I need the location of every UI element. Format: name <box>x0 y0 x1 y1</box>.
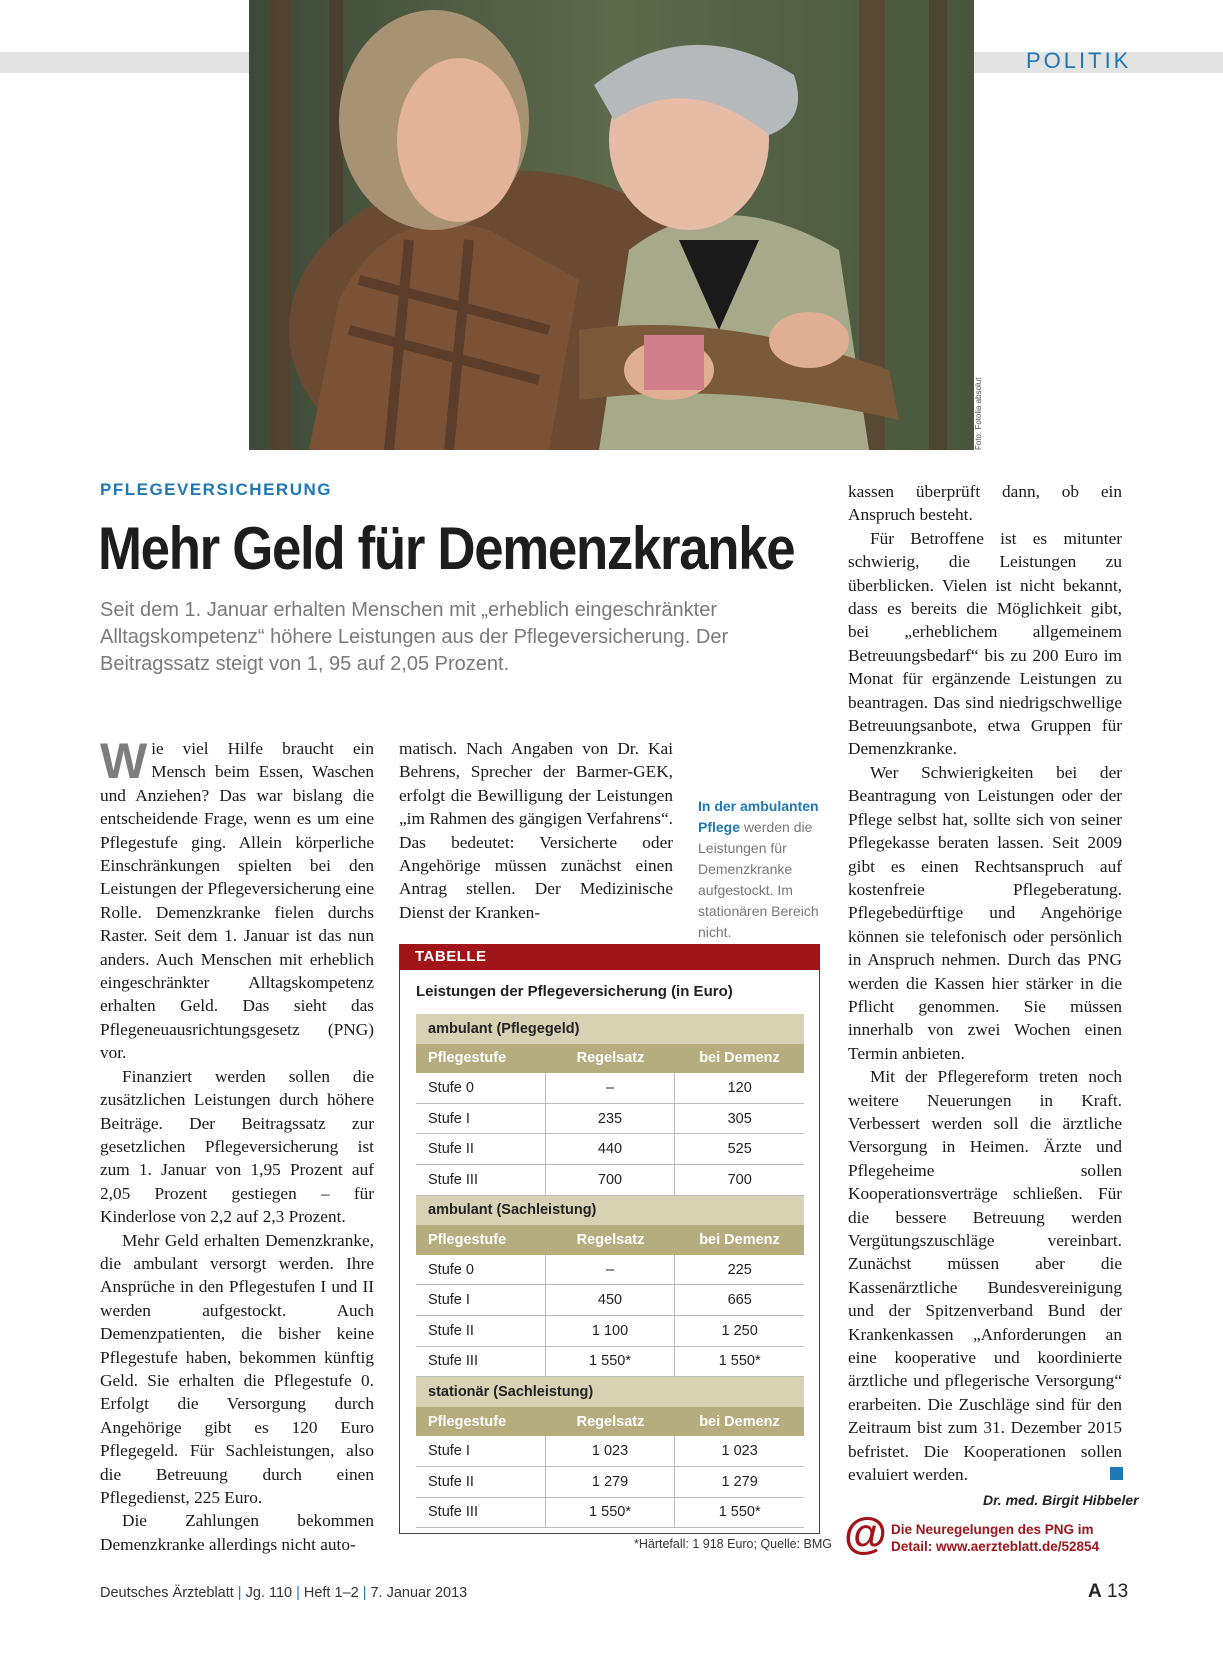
table-cell: 1 550* <box>718 1504 761 1521</box>
table-column-header-row <box>416 1407 804 1437</box>
table-column-header: Regelsatz <box>576 1050 645 1067</box>
paragraph: Finanziert werden sollen die zusätzlichen Leistungen durch höhere Beiträge. Der Beitragssatz zur gesetzlichen Pflegeversicherung ist zum 1. Januar von 1,95 Prozent auf 2,05 Prozent gestiegen – für Kinderlose von 2,2 auf 2,3 Prozent. <box>100 1066 374 1227</box>
journal-volume: Jg. 110 <box>245 1585 293 1601</box>
table-column-header-row <box>416 1225 804 1255</box>
table-cell: 525 <box>727 1141 752 1158</box>
table-section-header <box>416 1377 804 1407</box>
paragraph: matisch. Nach Angaben von Dr. Kai Behrens, Sprecher der Barmer-GEK, erfolgt die Bewilligung der Leistungen „im Rahmen des gängigen Verfahrens“. Das bedeutet: Versicherte oder Angehörige müssen zunächst einen Antrag stellen. Der Medizinische Dienst der Kranken- <box>399 739 673 922</box>
table-cell: 700 <box>727 1171 752 1188</box>
page-number <box>1088 1581 1128 1603</box>
table-cell: Stufe I <box>416 1285 546 1315</box>
table-cell: 1 550* <box>718 1353 761 1370</box>
online-reference-line-1: Die Neuregelungen des PNG im <box>891 1522 1094 1537</box>
page-footer <box>100 1585 467 1601</box>
table-cell: 450 <box>546 1285 676 1315</box>
table-section-header <box>416 1196 804 1226</box>
photo-credit-text: Foto: Fotolia absolut <box>974 377 983 450</box>
journal-name: Deutsches Ärzteblatt <box>100 1585 234 1601</box>
table-cell: 1 100 <box>546 1316 676 1346</box>
table-cell: Stufe II <box>416 1134 546 1164</box>
table-row <box>416 1436 804 1467</box>
table-cell: 665 <box>727 1292 752 1309</box>
table-section-header <box>416 1014 804 1044</box>
footer-separator: | <box>296 1585 300 1601</box>
table-row <box>416 1134 804 1165</box>
table-column-header: Pflegestufe <box>428 1231 507 1248</box>
page-prefix: A <box>1088 1581 1102 1602</box>
paragraph: Wer Schwierigkeiten bei der Beantragung von Leistungen oder der Pflege selbst hat, sollte sich von seiner Pflegekasse beraten lassen. Seit 2009 gibt es einen Rechtsanspruch auf kostenfreie Pflegeberatung. Pflegebedürftige und Angehörige können sie telefonisch oder persönlich in Anspruch nehmen. Durch das PNG werden die Kassen hier stärker in die Pflicht genommen. Sie müssen innerhalb von zwei Wochen einen Termin anbieten. <box>848 762 1122 1063</box>
table-cell: Stufe I <box>416 1436 546 1466</box>
table-title: Leistungen der Pflegeversicherung (in Euro) <box>416 983 733 1000</box>
online-reference[interactable] <box>891 1521 1099 1555</box>
table-cell: – <box>546 1255 676 1285</box>
table-section-label: stationär (Sachleistung) <box>428 1383 594 1400</box>
table-row <box>416 1316 804 1347</box>
table-cell: 1 550* <box>546 1498 676 1528</box>
table-cell: 1 279 <box>546 1467 676 1497</box>
article-lead: Seit dem 1. Januar erhalten Menschen mit „erheblich eingeschränkter Alltagskompetenz“ höhere Leistungen aus der Pflegeversicherung. Der Beitragssatz steigt von 1, 95 auf 2,05 Prozent. <box>100 599 729 675</box>
table-cell: 225 <box>727 1261 752 1278</box>
benefits-table <box>416 1014 804 1528</box>
article-photo <box>249 0 974 450</box>
table-footnote: *Härtefall: 1 918 Euro; Quelle: BMG <box>634 1537 833 1551</box>
table-row <box>416 1285 804 1316</box>
table-cell: 440 <box>546 1134 676 1164</box>
table-cell: 700 <box>546 1165 676 1195</box>
footer-separator: | <box>237 1585 242 1601</box>
article-column-1 <box>100 733 374 1556</box>
article-title: Mehr Geld für Demenzkranke <box>98 515 795 582</box>
table-column-header: bei Demenz <box>699 1231 780 1248</box>
photo-two-women-embracing <box>249 0 974 450</box>
paragraph: kassen überprüft dann, ob ein Anspruch besteht. <box>848 482 1122 525</box>
table-row <box>416 1255 804 1286</box>
table-cell: Stufe III <box>416 1347 546 1377</box>
paragraph <box>100 733 374 1065</box>
journal-issue: Heft 1–2 <box>303 1585 359 1601</box>
table-cell: 120 <box>727 1079 752 1096</box>
end-mark-icon <box>1110 1467 1123 1480</box>
page-number-value: 13 <box>1107 1581 1129 1602</box>
article-kicker: PFLEGEVERSICHERUNG <box>100 480 332 499</box>
table-column-header: bei Demenz <box>699 1050 780 1067</box>
table-row <box>416 1467 804 1498</box>
table-cell: Stufe I <box>416 1104 546 1134</box>
table-cell: Stufe III <box>416 1498 546 1528</box>
table-cell: 1 550* <box>546 1347 676 1377</box>
paragraph: Die Zahlungen bekommen Demenzkranke allerdings nicht auto- <box>100 1511 374 1554</box>
table-row <box>416 1104 804 1135</box>
table-cell: 1 279 <box>721 1473 758 1490</box>
issue-date: 7. Januar 2013 <box>370 1585 468 1601</box>
table-cell: Stufe II <box>416 1316 546 1346</box>
table-column-header: Regelsatz <box>576 1413 645 1430</box>
online-reference-line-2[interactable]: Detail: www.aerzteblatt.de/52854 <box>891 1539 1100 1554</box>
photo-caption <box>698 796 828 943</box>
table-cell: 1 023 <box>546 1436 676 1466</box>
drop-cap: W <box>100 733 148 789</box>
table-row <box>416 1498 804 1529</box>
article-column-3 <box>848 480 1122 1486</box>
table-cell: 1 250 <box>721 1322 758 1339</box>
table-section-label: ambulant (Pflegegeld) <box>428 1020 580 1037</box>
table-cell: Stufe 0 <box>416 1073 546 1103</box>
paragraph-text: ie viel Hilfe braucht ein Mensch beim Essen, Waschen und Anziehen? Das war bislang die entscheidende Frage, wenn es um eine Pflegestufe ging. Allein körperliche Einschränkungen spielten bei den Leistungen der Pflegeversicherung eine Rolle. Demenzkranke fielen durchs Raster. Seit dem 1. Januar ist das nun anders. Auch Menschen mit erheblich eingeschränkter Alltagskompetenz erhalten Geld. Das sieht das Pflegeneuausrichtungsgesetz (PNG) vor. <box>100 739 374 1063</box>
at-sign-icon: @ <box>844 1509 887 1558</box>
table-column-header: Pflegestufe <box>428 1413 507 1430</box>
table-cell: Stufe 0 <box>416 1255 546 1285</box>
section-label: POLITIK <box>1026 48 1132 73</box>
caption-bold: In der ambulanten Pflege <box>698 798 819 835</box>
photo-credit <box>972 377 986 450</box>
table-row <box>416 1165 804 1196</box>
table-cell: Stufe II <box>416 1467 546 1497</box>
table-cell: Stufe III <box>416 1165 546 1195</box>
article-author: Dr. med. Birgit Hibbeler <box>983 1492 1139 1508</box>
table-cell: – <box>546 1073 676 1103</box>
paragraph: Für Betroffene ist es mitunter schwierig, die Leistungen zu überblicken. Vielen ist nicht bekannt, dass es bereits die Möglichkeit gibt, bei „erheblichem allgemeinem Betreuungsbedarf“ bis zu 200 Euro im Monat für ergänzende Leistungen zu beantragen. Das sind niedrigschwellige Betreuungsanbote, etwa Gruppen für Demenzkranke. <box>848 528 1122 759</box>
header-bar-left <box>0 52 249 73</box>
table-column-header: Pflegestufe <box>428 1050 507 1067</box>
table-column-header-row <box>416 1044 804 1074</box>
footer-separator: | <box>362 1585 367 1601</box>
table-label: TABELLE <box>415 948 487 965</box>
table-section-label: ambulant (Sachleistung) <box>428 1202 597 1219</box>
table-row <box>416 1347 804 1378</box>
table-label-bar <box>399 944 820 970</box>
table-column-header: Regelsatz <box>576 1231 645 1248</box>
article-column-2 <box>399 737 673 924</box>
table-row <box>416 1073 804 1104</box>
paragraph: Mit der Pflegereform treten noch weitere Neuerungen in Kraft. Verbessert werden soll die ärztliche Versorgung in Heimen. Ärzte und Pflegeheime sollen Kooperationsverträge schließen. Für die bessere Betreuung werden Vergütungszuschläge vereinbart. Zunächst müssen aber die Kassenärztliche Bundesvereinigung und der Spitzenverband Bund der Krankenkassen „Anforderungen an eine kooperative und koordinierte ärztliche und pflegerische Versorgung“ erarbeiten. Die Zuschläge sind für den Zeitraum bist zum 31. Dezember 2015 befristet. Die Kooperationen sollen evaluiert werden. <box>848 1067 1122 1485</box>
paragraph: Mehr Geld erhalten Demenzkranke, die ambulant versorgt werden. Ihre Ansprüche in den Pflegestufen I und II werden aufgestockt. Auch Demenzpatienten, die bisher keine Pflegestufe haben, bekommen künftig Geld. Sie erhalten die Pflegestufe 0. Erfolgt die Versorgung durch Angehörige gibt es 120 Euro Pflegegeld. Für Sachleistungen, also die Betreuung durch einen Pflegedienst, 225 Euro. <box>100 1230 374 1507</box>
table-cell: 305 <box>727 1110 752 1127</box>
table-cell: 1 023 <box>721 1443 758 1460</box>
caption-text: werden die Leistungen für Demenzkranke aufgestockt. Im stationären Bereich nicht. <box>698 819 819 940</box>
table-column-header: bei Demenz <box>699 1413 780 1430</box>
table-cell: 235 <box>546 1104 676 1134</box>
